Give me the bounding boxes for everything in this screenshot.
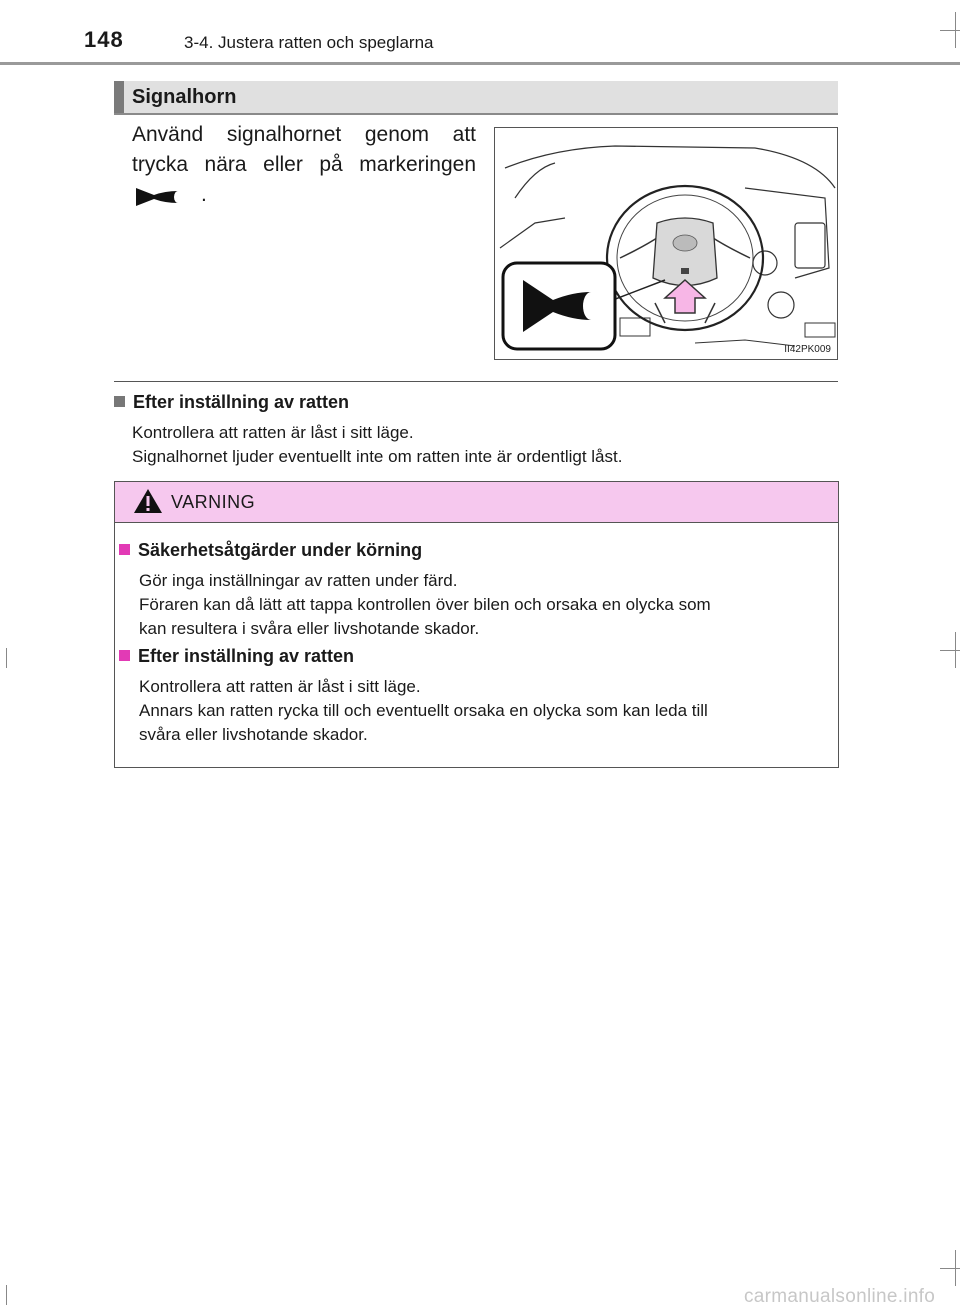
section-title: Signalhorn	[132, 86, 237, 108]
warning-item-1-heading-text: Säkerhetsåtgärder under körning	[138, 540, 423, 560]
warning-header	[115, 482, 838, 523]
warning-triangle-icon	[133, 487, 163, 515]
bullet-square-icon	[114, 396, 125, 407]
crop-mark	[6, 648, 7, 668]
page-number: 148	[84, 27, 124, 52]
warning-item-1-heading	[119, 540, 422, 561]
warning-item-1-line-3: kan resultera i svåra eller livshotande skador.	[139, 619, 480, 638]
warning-bullet-icon	[119, 650, 130, 661]
intro-period: .	[201, 183, 207, 206]
header-rule	[0, 62, 960, 65]
warning-bullet-icon	[119, 544, 130, 555]
warning-item-2-heading-text: Efter inställning av ratten	[138, 646, 355, 666]
after-adjust-line-1: Kontrollera att ratten är låst i sitt läge.	[132, 423, 414, 442]
section-divider	[114, 381, 838, 382]
crop-mark	[6, 1285, 7, 1305]
warning-item-2-line-1: Kontrollera att ratten är låst i sitt läge.	[139, 677, 421, 696]
after-adjust-line-2: Signalhornet ljuder eventuellt inte om ratten inte är ordentligt låst.	[132, 447, 623, 466]
crop-mark	[940, 650, 960, 651]
crop-mark	[940, 30, 960, 31]
warning-item-2-line-2: Annars kan ratten rycka till och eventuellt orsaka en olycka som kan leda till	[139, 701, 708, 720]
warning-title: VARNING	[171, 492, 256, 512]
after-adjust-heading	[114, 392, 349, 413]
section-title-accent	[114, 81, 124, 113]
running-header: 3-4. Justera ratten och speglarna	[184, 33, 434, 52]
horn-icon	[132, 184, 186, 210]
warning-item-2-heading	[119, 646, 354, 667]
after-adjust-heading-text: Efter inställning av ratten	[133, 392, 350, 412]
section-title-bar	[114, 81, 838, 115]
warning-box	[114, 481, 839, 768]
warning-item-1-line-2: Föraren kan då lätt att tappa kontrollen över bilen och orsaka en olycka som	[139, 595, 711, 614]
figure-code: II42PK009	[784, 344, 831, 355]
footer-watermark: carmanualsonline.info	[744, 1286, 936, 1307]
steering-wheel-illustration	[494, 127, 838, 360]
intro-line-1: Använd signalhornet genom att	[132, 123, 476, 146]
warning-item-1-line-1: Gör inga inställningar av ratten under färd.	[139, 571, 458, 590]
warning-item-2-line-3: svåra eller livshotande skador.	[139, 725, 368, 744]
intro-text	[132, 120, 476, 180]
crop-mark	[940, 1268, 960, 1269]
intro-line-2: trycka nära eller på markeringen	[132, 153, 476, 176]
